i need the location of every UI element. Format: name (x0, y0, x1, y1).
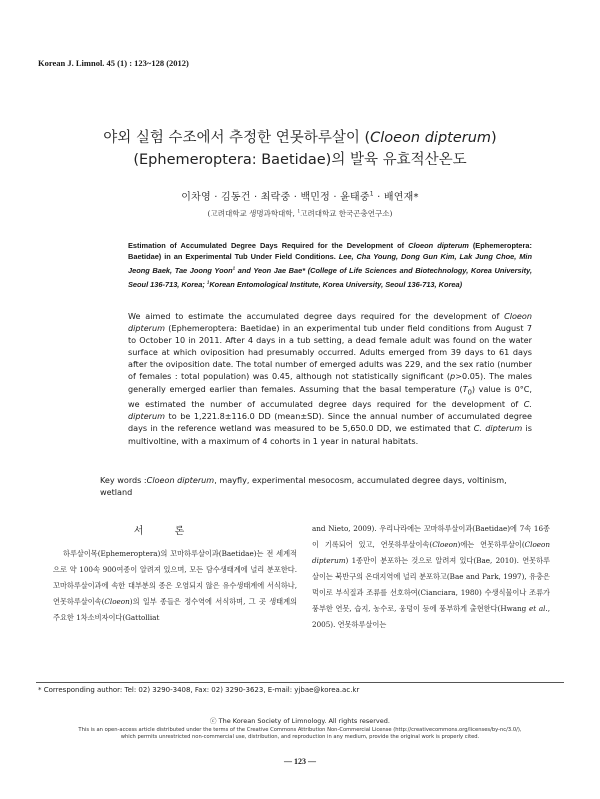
page-number: — 123 — (284, 757, 316, 766)
affiliation-sup: 1 (297, 209, 301, 215)
abstract-text: >0.05). The males generally emerged earlier than females. Assuming that the basal temperature ( (128, 371, 532, 394)
intro-text: , 2005). 연못하루살이는 (312, 604, 550, 629)
affiliation-text-2: 고려대학교 한국곤충연구소) (300, 209, 393, 218)
intro-genus: Cloeon (104, 597, 130, 606)
abstract-species: C. dipterum (128, 399, 532, 422)
intro-etal: et al. (528, 604, 548, 613)
intro-text: )의 일부 종들은 정수역에 서식하며, 그 곳 생태계의 주요한 1차소비자이다(Gattolliat (53, 597, 297, 622)
intro-text: )에는 연못하루살이( (457, 540, 525, 549)
korean-title-line1 (40, 127, 560, 149)
en-title-text-2: (Ephemeroptera: Baetidae) in an Experimental Tub Under Field Conditions. (128, 241, 532, 262)
section-heading-intro: 서 론 (133, 526, 199, 537)
intro-text: ) 1종만이 분포하는 것으로 알려져 있다(Bae, 2010). 연못하루살이는 북반구의 온대지역에 널리 분포하고(Bae and Park, 1997), 유충은 먹이로 부식질과 조류를 선호하여(Cianciara, 1980) 수생식물이나 조류가 풍부한 연못, 습지, 농수로, 웅덩이 등에 풍부하게 출현한다(Hwang (312, 556, 550, 613)
intro-genus: Cloeon (432, 540, 458, 549)
en-affil-inst: Korean Entomological Institute, Korea University, Seoul 136-713, Korea) (209, 280, 463, 290)
title-text: 야외 실험 수조에서 추정한 연못하루살이 ( (103, 130, 371, 146)
abstract-text: ) value is 0°C, we estimated the number of accumulated degree days required for the development of (128, 383, 532, 410)
keywords-list: , mayfly, experimental mesocosm, accumulated degree days, voltinism, wetland (100, 475, 507, 498)
en-authors-sup: 1 (232, 265, 236, 271)
author-last: · 배연재* (373, 192, 419, 203)
keywords-species: Cloeon dipterum (146, 475, 215, 485)
intro-text: 하루살이목(Ephemeroptera)의 꼬마하루살이과(Baetidae)는 전 세계적으로 약 100속 900여종이 알려져 있으며, 모든 담수생태계에 널리 분포한다. 꼬마하루살이과에 속한 대부분의 종은 오염되지 않은 유수생태계에 서식하나, 연못하루살이속( (53, 549, 297, 606)
en-affil-sup: 1 (206, 279, 210, 285)
copyright-notice: ⓒ The Korean Society of Limnology. All rights reserved. (210, 717, 390, 725)
license-line-2: which permits unrestricted non-commercial use, distribution, and reproduction in any medium, provide the original work is properly cited. (120, 734, 480, 741)
en-authors-names: Lee, Cha Young, Dong Gun Kim, Lak Jung Choe, Min Jeong Baek, Tae Joong Yoon (128, 252, 532, 276)
affiliation (40, 208, 560, 219)
title-text-end: ) (491, 130, 497, 146)
journal-citation: Korean J. Limnol. 45 (1) : 123~128 (2012) (38, 58, 189, 68)
author-sup: 1 (369, 190, 374, 198)
keywords-label: Key words : (100, 475, 147, 485)
abstract-text: is multivoltine, with a maximum of 4 cohorts in 1 year in natural habitats. (128, 423, 532, 446)
korean-title-line2: (Ephemeroptera: Baetidae)의 발육 유효적산온도 (133, 152, 467, 168)
abstract-species: C. dipterum (473, 423, 523, 434)
license-line-1: This is an open-access article distributed under the terms of the Creative Commons Attribution Non-Commercial License (http://creativecommons.org/licenses/by-nc/3.0/), (78, 727, 522, 733)
intro-species: Cloeon dipterum (312, 540, 550, 565)
en-title-species: Cloeon dipterum (408, 241, 469, 250)
english-title-block (128, 240, 532, 291)
abstract-t0: T (462, 383, 468, 394)
abstract-text: to be 1,221.8±116.0 DD (mean±SD). Since the annual number of accumulated degree days in the reference wetland was measured to be 5,650.0 DD, we estimated that (128, 411, 532, 434)
keywords (100, 474, 532, 499)
intro-left-column (53, 546, 297, 626)
abstract (128, 310, 532, 447)
korean-title (40, 127, 560, 171)
abstract-text: We aimed to estimate the accumulated degree days required for the development of (128, 311, 505, 321)
license-notice (40, 727, 560, 742)
affiliation-text: (고려대학교 생명과학대학, (207, 209, 298, 218)
author-list (40, 188, 560, 203)
en-title-text: Estimation of Accumulated Degree Days Required for the Development of (128, 241, 409, 250)
abstract-species: Cloeon dipterum (128, 311, 532, 334)
intro-right-column (312, 521, 550, 633)
abstract-t0-sub: 0 (467, 388, 472, 397)
abstract-p-value: p (450, 371, 456, 382)
author-names: 이차영 · 김동건 · 최락중 · 백민정 · 윤태중 (181, 192, 370, 203)
abstract-text: (Ephemeroptera: Baetidae) in an experimental tub under field conditions from August 7 to October 10 in 2011. After 4 days in a tub setting, a dead female adult was found on the water surface at which oviposition had presumably occurred. Adults emerged from 39 days to 61 days after the oviposition date. The total number of emerged adults was 229, and the sex ratio (number of females : total population) was 0.45, although not statistically significant ( (128, 323, 532, 382)
en-authors-affil: and Yeon Jae Bae* (College of Life Sciences and Biotechnology, Korea University, Seoul 136-713, Korea; (128, 266, 532, 290)
title-species: Cloeon dipterum (370, 130, 492, 146)
corresponding-author-note: * Corresponding author: Tel: 02) 3290-3408, Fax: 02) 3290-3623, E-mail: yjbae@korea.ac.kr (38, 686, 360, 694)
intro-text: and Nieto, 2009). 우리나라에는 꼬마하루살이과(Baetidae)에 7속 16종이 기록되어 있고, 연못하루살이속( (312, 524, 550, 549)
footnote-divider (36, 682, 564, 683)
